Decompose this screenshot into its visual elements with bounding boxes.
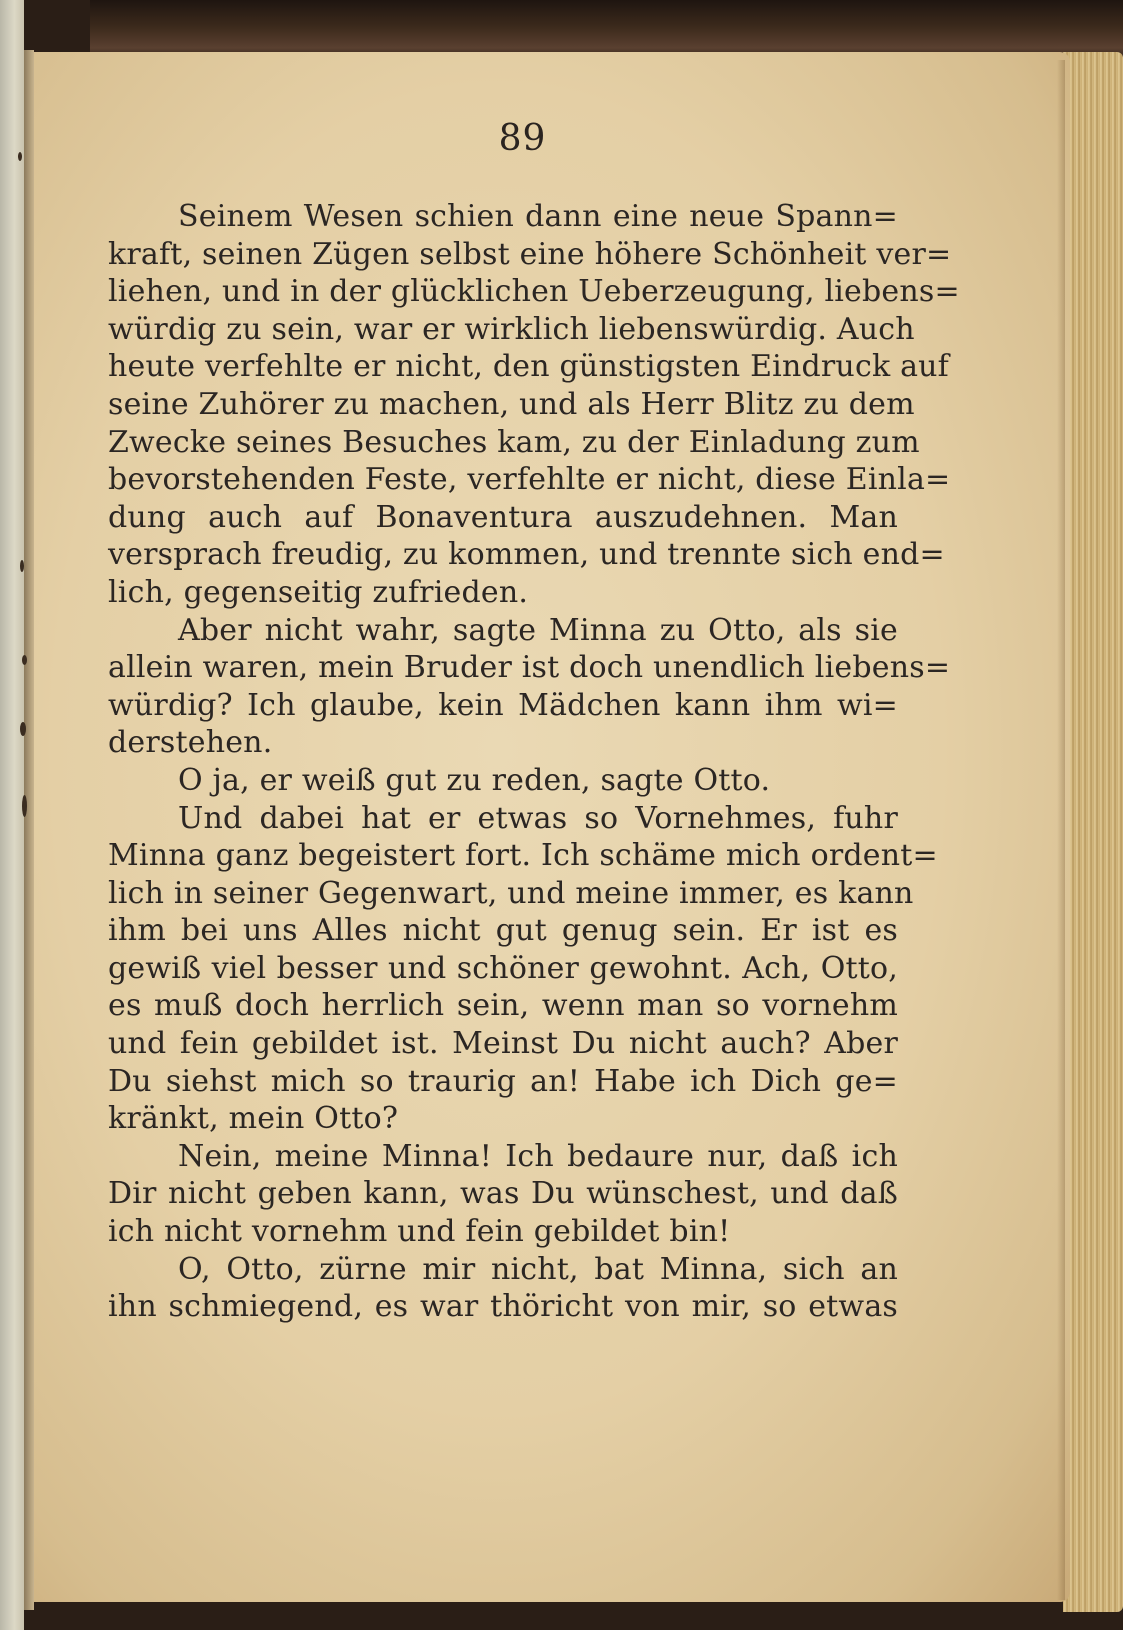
text-line: dung auch auf Bonaventura auszudehnen. Man <box>108 499 898 535</box>
body-text <box>108 198 960 1326</box>
text-line: ihn schmiegend, es war thöricht von mir, so etwas <box>108 1289 898 1325</box>
text-line: Und dabei hat er etwas so Vornehmes, fuhr <box>178 800 898 836</box>
page-number: 89 <box>498 118 547 159</box>
text-line: lich, gegenseitig zufrieden. <box>108 574 529 610</box>
text-line: würdig? Ich glaube, kein Mädchen kann ihm wi= <box>108 687 898 723</box>
text-line: Seinem Wesen schien dann eine neue Spann= <box>178 199 898 234</box>
text-line: würdig zu sein, war er wirklich liebenswürdig. Auch <box>108 311 915 347</box>
text-line: gewiß viel besser und schöner gewohnt. Ach, Otto, <box>108 950 898 986</box>
text-line: versprach freudig, zu kommen, und trennte sich end= <box>108 537 945 573</box>
text-line: es muß doch herrlich sein, wenn man so vornehm <box>108 988 898 1024</box>
page-edges <box>1063 52 1123 1612</box>
text-line: derstehen. <box>108 725 273 761</box>
text-line: kränkt, mein Otto? <box>108 1101 399 1137</box>
text-line: und fein gebildet ist. Meinst Du nicht auch? Aber <box>108 1026 898 1062</box>
page-edge-shadow <box>1057 60 1065 1600</box>
text-line: allein waren, mein Bruder ist doch unendlich liebens= <box>108 650 951 686</box>
text-line: Minna ganz begeistert fort. Ich schäme mich ordent= <box>108 838 938 874</box>
text-line: lich in seiner Gegenwart, und meine immer, es kann <box>108 875 914 911</box>
text-line: Zwecke seines Besuches kam, zu der Einladung zum <box>108 424 920 460</box>
text-line: liehen, und in der glücklichen Ueberzeugung, liebens= <box>108 274 960 310</box>
text-line: Dir nicht geben kann, was Du wünschest, und daß <box>108 1176 898 1212</box>
text-line: Du siehst mich so traurig an! Habe ich Dich ge= <box>108 1063 898 1099</box>
text-line: O, Otto, zürne mir nicht, bat Minna, sich an <box>178 1251 898 1287</box>
book-top-edge <box>90 0 1123 60</box>
text-line: kraft, seinen Zügen selbst eine höhere Schönheit ver= <box>108 236 952 272</box>
text-line: ihm bei uns Alles nicht gut genug sein. Er ist es <box>108 913 898 949</box>
text-line: bevorstehenden Feste, verfehlte er nicht, diese Einla= <box>108 462 951 498</box>
text-line: Nein, meine Minna! Ich bedaure nur, daß ich <box>178 1138 898 1174</box>
text-line: Aber nicht wahr, sagte Minna zu Otto, als sie <box>178 612 898 648</box>
gutter-shadow <box>24 50 34 1610</box>
text-line: ich nicht vornehm und fein gebildet bin! <box>108 1214 731 1250</box>
text-line: O ja, er weiß gut zu reden, sagte Otto. <box>178 762 771 798</box>
text-line: heute verfehlte er nicht, den günstigsten Eindruck auf <box>108 349 949 385</box>
left-binding <box>0 0 24 1630</box>
text-line: seine Zuhörer zu machen, und als Herr Blitz zu dem <box>108 386 915 422</box>
